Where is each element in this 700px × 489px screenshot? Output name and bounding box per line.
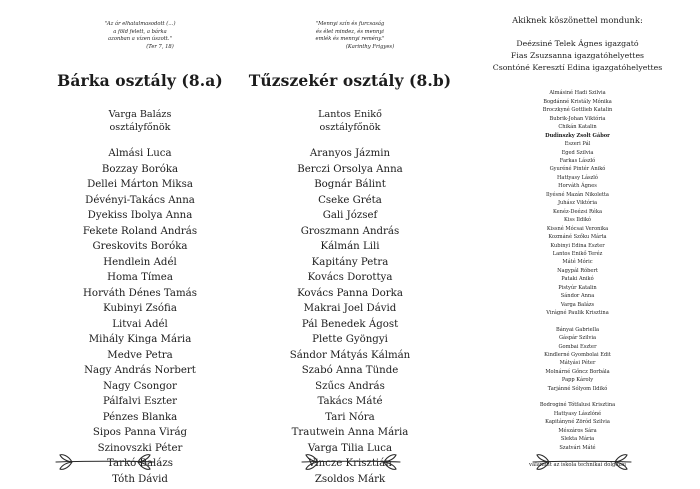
leaders-list bbox=[465, 38, 690, 73]
student-name: Tarkó Balázs bbox=[107, 458, 173, 470]
leader-name: Fias Zsuzsanna igazgatóhelyettes bbox=[510, 50, 645, 60]
class-a-teacher-role: osztályfőnök bbox=[109, 122, 171, 134]
staff-name: Gyuréné Pintér Anikó bbox=[549, 166, 606, 173]
student-name: Nagy Csongor bbox=[103, 380, 177, 392]
student-name: Cseke Gréta bbox=[318, 194, 382, 206]
staff-name: Ilyésné Mazán Nikoletta bbox=[546, 191, 609, 198]
staff-name: Bubrik-Johan Viktória bbox=[549, 115, 606, 122]
student-name: Dévényi-Takács Anna bbox=[85, 194, 195, 206]
staff-name: Gáspár Szilvia bbox=[558, 335, 597, 342]
staff-name: Kenéz-Deézsi Réka bbox=[552, 208, 602, 215]
student-name: Dyekiss Ibolya Anna bbox=[87, 210, 193, 222]
student-name: Mihály Kinga Mária bbox=[88, 334, 192, 346]
student-name: Bozzay Boróka bbox=[101, 163, 179, 175]
student-name: Hendlein Adél bbox=[103, 256, 177, 268]
class-b-quote bbox=[220, 21, 480, 51]
student-name: Varga Tilia Luca bbox=[307, 442, 393, 454]
staff-name: Horváth Ágnes bbox=[558, 183, 597, 190]
student-name: Trautwein Anna Mária bbox=[291, 427, 409, 439]
student-name: Kovács Panna Dorka bbox=[297, 287, 403, 299]
staff-name: Szatvári Máté bbox=[559, 444, 596, 451]
student-name: Pálfalvi Eszter bbox=[102, 396, 178, 408]
thanks-column bbox=[465, 0, 690, 469]
staff-name: Almásiné Hadi Szilvia bbox=[549, 90, 606, 97]
staff-name: Bogdánné Kristály Mónika bbox=[543, 98, 612, 105]
staff-name: Papp Károly bbox=[561, 377, 594, 384]
staff-name: Dudinszky Zsolt Gábor bbox=[545, 132, 610, 139]
student-name: Takács Máté bbox=[317, 396, 383, 408]
quote-line: és élet mindez, és mennyi bbox=[316, 28, 384, 35]
student-name: Szinovszki Péter bbox=[97, 442, 183, 454]
student-name: Medve Petra bbox=[107, 349, 173, 361]
student-name: Pál Benedek Ágost bbox=[301, 318, 399, 330]
student-name: Greskovits Boróka bbox=[92, 241, 188, 253]
staff-name: Sándor Anna bbox=[560, 293, 595, 300]
class-b-student-list bbox=[220, 146, 480, 487]
student-name: Szűcs András bbox=[315, 380, 385, 392]
staff-name: Pistyúr Katalin bbox=[558, 284, 597, 291]
staff-name: Eged Szilvia bbox=[561, 149, 594, 156]
staff-name: Hattyasy Lászlóné bbox=[553, 410, 602, 417]
branch-ornament-icon bbox=[50, 452, 160, 472]
staff-name: Gombai Eszter bbox=[558, 343, 597, 350]
staff-name: Bodroginé Tótfalusi Krisztina bbox=[539, 402, 616, 409]
student-name: Fekete Roland András bbox=[82, 225, 198, 237]
class-a-teacher-name: Varga Balázs bbox=[108, 109, 172, 121]
student-name: Pénzes Blanka bbox=[102, 411, 178, 423]
student-name: Horváth Dénes Tamás bbox=[83, 287, 197, 299]
quote-source: (Karinthy Frigyes) bbox=[345, 43, 395, 50]
staff-name: Kozmáné Szőku Márta bbox=[548, 234, 607, 241]
class-b-teacher-name: Lantos Enikő bbox=[318, 109, 382, 121]
quote-line: azonban a vízen úszott." bbox=[108, 36, 172, 43]
staff-name: Máté Móric bbox=[562, 259, 593, 266]
staff-name: Mészáros Sára bbox=[558, 427, 597, 434]
student-name: Homa Tímea bbox=[107, 272, 173, 284]
staff-name: Juhász Viktória bbox=[557, 200, 598, 207]
quote-source: (Ter 7, 18) bbox=[146, 43, 174, 50]
class-b-teacher-role: osztályfőnök bbox=[319, 122, 381, 134]
staff-name: Kubinyi Edina Eszter bbox=[550, 242, 605, 249]
staff-list-3 bbox=[465, 401, 690, 452]
student-name: Vincze Krisztián bbox=[308, 458, 392, 470]
quote-line: a föld felett, a bárka bbox=[113, 28, 167, 35]
leader-name: Csontóné Keresztí Edina igazgatóhelyettes bbox=[492, 62, 663, 72]
student-name: Plette Gyöngyi bbox=[312, 334, 388, 346]
staff-name: Nagypál Róbert bbox=[557, 267, 598, 274]
staff-name: Kiss Ildikó bbox=[564, 217, 591, 224]
staff-name: Slekta Mária bbox=[560, 436, 595, 443]
student-name: Aranyos Jázmin bbox=[309, 148, 391, 160]
thanks-heading: Akiknek köszönettel mondunk: bbox=[512, 15, 643, 25]
staff-name: Varga Balázs bbox=[560, 301, 595, 308]
staff-name: Tarjánné Sólyom Ildikó bbox=[547, 385, 608, 392]
branch-ornament-icon bbox=[527, 452, 637, 472]
student-name: Litvai Adél bbox=[112, 318, 168, 330]
thanks-footer: valamint az iskola technikai dolgozói bbox=[529, 461, 626, 468]
student-name: Dellei Márton Miksa bbox=[87, 179, 193, 191]
staff-list-1 bbox=[465, 89, 690, 317]
quote-line: "Az ár elhatalmasodott (…) bbox=[104, 21, 176, 27]
staff-name: Molnárné Gőncz Borbála bbox=[545, 368, 610, 375]
staff-name: Chikán Katalin bbox=[558, 124, 597, 131]
staff-name: Broczkyné Gottlieb Katalin bbox=[542, 107, 613, 114]
student-name: Zsoldos Márk bbox=[314, 473, 386, 485]
student-name: Kubinyi Zsófia bbox=[103, 303, 177, 315]
staff-name: Eszeri Pál bbox=[564, 141, 591, 148]
student-name: Nagy András Norbert bbox=[84, 365, 196, 377]
staff-name: Bányai Gabriella bbox=[556, 326, 599, 333]
staff-name: Kissné Mócsai Veronika bbox=[546, 225, 609, 232]
student-name: Gali József bbox=[322, 210, 378, 222]
student-name: Szabó Anna Tünde bbox=[301, 365, 399, 377]
student-name: Tóth Dávid bbox=[112, 473, 168, 485]
class-b-column bbox=[220, 0, 480, 487]
class-b-title: Tűzszekér osztály (8.b) bbox=[248, 71, 452, 91]
student-name: Sándor Mátyás Kálmán bbox=[289, 349, 411, 361]
staff-name: Lantos Enikő Teréz bbox=[552, 251, 603, 257]
staff-name: Kapitányné Zöród Szilvia bbox=[545, 419, 610, 426]
class-a-title: Bárka osztály (8.a) bbox=[57, 71, 223, 91]
student-name: Kapitány Petra bbox=[311, 256, 389, 268]
leader-name: Deézsiné Telek Ágnes igazgató bbox=[516, 39, 639, 48]
student-name: Kovács Dorottya bbox=[307, 272, 393, 284]
student-name: Kálmán Lili bbox=[320, 241, 380, 253]
student-name: Tari Nóra bbox=[325, 411, 375, 423]
branch-ornament-icon bbox=[296, 452, 406, 472]
staff-name: Pataki Anikó bbox=[561, 276, 594, 283]
student-name: Bognár Bálint bbox=[314, 179, 386, 191]
staff-list-2 bbox=[465, 326, 690, 394]
student-name: Almási Luca bbox=[108, 148, 172, 160]
staff-name: Hattyasy László bbox=[556, 174, 598, 181]
staff-name: Kindlerné Gyombolai Edit bbox=[544, 351, 611, 358]
quote-line: "Mennyi szín és furcsaság bbox=[315, 21, 385, 27]
staff-name: Mátyási Péter bbox=[559, 360, 596, 367]
student-name: Makrai Joel Dávid bbox=[303, 303, 397, 315]
student-name: Sipos Panna Virág bbox=[92, 427, 188, 439]
staff-name: Virágné Paulik Krisztina bbox=[546, 310, 609, 317]
staff-name: Farkas László bbox=[559, 158, 596, 165]
student-name: Berczi Orsolya Anna bbox=[297, 163, 403, 175]
quote-line: emlék és mennyi remény." bbox=[315, 36, 385, 43]
student-name: Groszmann András bbox=[300, 225, 400, 237]
